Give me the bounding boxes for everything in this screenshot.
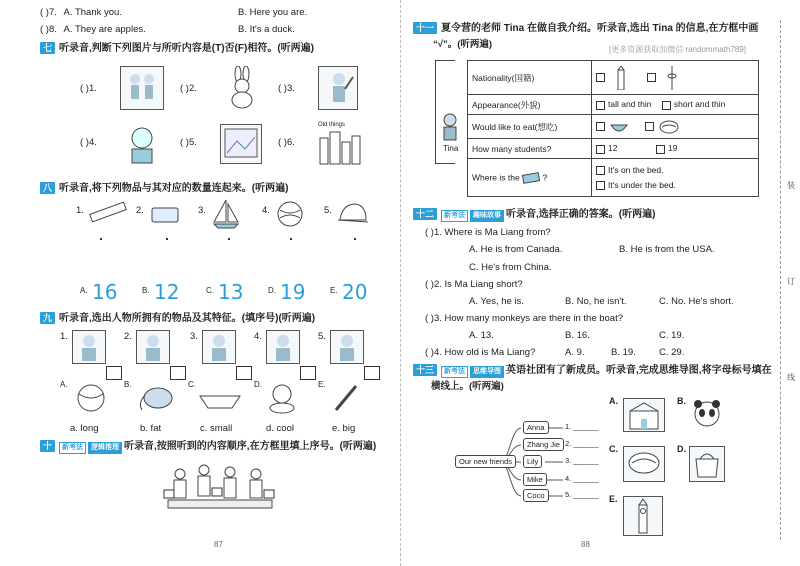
ruler-icon bbox=[88, 200, 128, 226]
section-9-badge: 九 bbox=[40, 312, 55, 324]
sec8-item-1: 1. bbox=[76, 205, 84, 216]
where-label-text: Where is the bbox=[472, 171, 520, 182]
rabbit-picture bbox=[222, 66, 262, 110]
r-q2-text: Is Ma Liang short? bbox=[444, 279, 523, 290]
kids-playing-picture bbox=[120, 66, 164, 110]
sec9-item-4: 4. bbox=[254, 331, 262, 342]
word-long: a. long bbox=[70, 423, 99, 434]
word-fat: b. fat bbox=[140, 423, 162, 434]
r-q1-option-a[interactable]: A. He is from Canada. bbox=[469, 244, 563, 255]
sec7-item-5[interactable]: ( )5. bbox=[180, 137, 197, 148]
number-a: 16 bbox=[92, 280, 118, 304]
q7-option-a[interactable]: A. Thank you. bbox=[63, 7, 122, 18]
clock-tower-picture bbox=[623, 496, 663, 536]
person-2-picture bbox=[136, 330, 170, 364]
mindmap-letter-d: D. bbox=[677, 444, 686, 454]
binding-char-2: 订 bbox=[787, 277, 795, 286]
dog-icon bbox=[264, 382, 300, 414]
sec9-answer-box-3[interactable] bbox=[236, 366, 252, 380]
where-question-mark: ? bbox=[542, 171, 548, 182]
tina-label: Tina bbox=[443, 144, 459, 153]
mindmap-name-lily: Lily bbox=[523, 455, 542, 468]
sec8-letter-a: A. bbox=[80, 286, 88, 295]
dot-3[interactable] bbox=[228, 238, 230, 240]
under-bed-label: It's under the bed. bbox=[608, 180, 676, 190]
question-7 bbox=[40, 6, 122, 19]
sec8-letter-e: E. bbox=[330, 286, 338, 295]
section-9-heading bbox=[40, 312, 315, 326]
students-12-label: 12 bbox=[608, 143, 618, 154]
r-q4-option-a[interactable]: A. 9. bbox=[565, 347, 585, 358]
sec7-item-3[interactable]: ( )3. bbox=[278, 83, 295, 94]
mindmap-center: Our new friends bbox=[455, 455, 516, 468]
r-q4-option-c[interactable]: C. 29. bbox=[659, 347, 685, 358]
r-q4-text: How old is Ma Liang? bbox=[444, 347, 536, 358]
nationality-label: Nationality(国籍) bbox=[468, 61, 592, 95]
mindmap-blank-2[interactable]: 2. ______ bbox=[565, 439, 599, 448]
section-8-heading bbox=[40, 182, 288, 196]
waving-boy-picture bbox=[318, 66, 358, 110]
section-13-title-cont: 横线上。(听两遍) bbox=[431, 381, 504, 392]
section-7-title: 听录音,判断下列图片与所听内容是(T)否(F)相符。(听两遍) bbox=[59, 43, 314, 54]
sec9-item-2: 2. bbox=[124, 331, 132, 342]
number-e: 20 bbox=[342, 280, 368, 304]
boy-portrait-picture bbox=[120, 122, 164, 166]
r-q2-option-a[interactable]: A. Yes, he is. bbox=[469, 296, 524, 307]
sec7-item-2[interactable]: ( )2. bbox=[180, 83, 197, 94]
mindmap-blank-1[interactable]: 1. ______ bbox=[565, 422, 599, 431]
sec7-item-1[interactable]: ( )1. bbox=[80, 83, 97, 94]
sailboat-icon bbox=[210, 198, 242, 230]
panda-icon bbox=[689, 396, 725, 432]
on-bed-label: It's on the bed. bbox=[608, 164, 664, 175]
sec7-item-6[interactable]: ( )6. bbox=[278, 137, 295, 148]
sec9-letter-c: C. bbox=[188, 380, 196, 389]
r-q3-option-c[interactable]: C. 19. bbox=[659, 330, 685, 341]
section-11-title-cont: “√”。(听两遍) bbox=[433, 39, 493, 50]
appearance-label: Appearance(外貌) bbox=[468, 95, 592, 115]
short-thin-label: short and thin bbox=[673, 99, 726, 110]
right-page bbox=[400, 0, 800, 566]
sec8-letter-d: D. bbox=[268, 286, 276, 295]
section-10-tag-1: 新考法 bbox=[59, 442, 86, 454]
q8-number: ( )8. bbox=[40, 24, 57, 35]
sec9-item-1: 1. bbox=[60, 331, 68, 342]
watermark-text: [更多资源获取加微信 randommath789] bbox=[609, 45, 746, 54]
q7-option-b[interactable]: B. Here you are. bbox=[238, 7, 308, 18]
sec8-letter-c: C. bbox=[206, 286, 214, 295]
section-9-title: 听录音,选出人物所拥有的物品及其特征。(填序号)(听两遍) bbox=[59, 313, 316, 324]
eraser-icon bbox=[148, 204, 184, 226]
sec9-letter-e: E. bbox=[318, 380, 326, 389]
section-13-title: 英语社团有了新成员。听录音,完成思维导图,将字母标号填在 bbox=[506, 365, 772, 376]
person-3-picture bbox=[202, 330, 236, 364]
sec9-item-5: 5. bbox=[318, 331, 326, 342]
right-page-number: 88 bbox=[581, 540, 590, 549]
boat-icon bbox=[198, 386, 242, 410]
bag-picture bbox=[689, 446, 725, 482]
tall-thin-label: tall and thin bbox=[608, 99, 652, 110]
section-11-badge: 十一 bbox=[413, 22, 437, 34]
mindmap-letter-a: A. bbox=[609, 396, 618, 406]
sec9-item-3: 3. bbox=[190, 331, 198, 342]
r-q3-number: ( )3. bbox=[425, 313, 442, 324]
r-q2-option-b[interactable]: B. No, he isn't. bbox=[565, 296, 627, 307]
sec7-item-4[interactable]: ( )4. bbox=[80, 137, 97, 148]
sec9-letter-d: D. bbox=[254, 380, 262, 389]
mindmap-name-mike: Mike bbox=[523, 473, 547, 486]
section-10-title: 听录音,按照听到的内容顺序,在方框里填上序号。(听两遍) bbox=[124, 441, 377, 452]
sec9-letter-b: B. bbox=[124, 380, 132, 389]
person-1-picture bbox=[72, 330, 106, 364]
painting-picture bbox=[220, 124, 262, 164]
section-13-tag-1: 新考法 bbox=[441, 366, 468, 378]
section-8-title: 听录音,将下列物品与其对应的数量连起来。(听两遍) bbox=[59, 183, 289, 194]
dot-4[interactable] bbox=[290, 238, 292, 240]
dot-5[interactable] bbox=[354, 238, 356, 240]
mindmap-blank-5[interactable]: 5. ______ bbox=[565, 490, 599, 499]
noodles-picture bbox=[623, 446, 665, 482]
building-picture bbox=[623, 398, 665, 432]
ball-icon bbox=[74, 382, 108, 414]
sec9-answer-box-4[interactable] bbox=[300, 366, 316, 380]
sec9-letter-a: A. bbox=[60, 380, 68, 389]
person-4-picture bbox=[266, 330, 300, 364]
dot-1[interactable] bbox=[100, 238, 102, 240]
r-q2-option-c[interactable]: C. No. He's short. bbox=[659, 296, 734, 307]
section-11-title: 夏令营的老师 Tina 在做自我介绍。听录音,选出 Tina 的信息,在方框中画 bbox=[441, 23, 759, 34]
section-7-heading bbox=[40, 42, 314, 56]
classroom-scene-picture bbox=[160, 460, 280, 518]
students-label: How many students? bbox=[468, 139, 592, 159]
sec8-item-5: 5. bbox=[324, 205, 332, 216]
section-13-badge: 十三 bbox=[413, 364, 437, 376]
mindmap-letter-e: E. bbox=[609, 494, 618, 504]
sec9-answer-box-1[interactable] bbox=[106, 366, 122, 380]
mindmap-letter-c: C. bbox=[609, 444, 618, 454]
dot-2[interactable] bbox=[166, 238, 168, 240]
r-q4-number: ( )4. bbox=[425, 347, 442, 358]
r-q1-text: Where is Ma Liang from? bbox=[444, 227, 551, 238]
r-q4-option-b[interactable]: B. 19. bbox=[611, 347, 636, 358]
section-7-badge: 七 bbox=[40, 42, 55, 54]
students-19-label: 19 bbox=[667, 143, 678, 154]
section-10-tag-2: 逻辑推理 bbox=[88, 442, 122, 454]
ball-icon bbox=[276, 200, 304, 228]
q7-number: ( )7. bbox=[40, 7, 57, 18]
sec9-answer-box-5[interactable] bbox=[364, 366, 380, 380]
section-12-badge: 十二 bbox=[413, 208, 437, 220]
r-q3-option-b[interactable]: B. 16. bbox=[565, 330, 590, 341]
sec9-answer-box-2[interactable] bbox=[170, 366, 186, 380]
sec8-item-3: 3. bbox=[198, 205, 206, 216]
eat-label: Would like to eat(想吃) bbox=[468, 115, 592, 139]
question-8 bbox=[40, 23, 146, 36]
old-things-label: Old things bbox=[318, 122, 346, 128]
mindmap-name-coco: Coco bbox=[523, 489, 549, 502]
number-c: 13 bbox=[218, 280, 244, 304]
sec8-letter-b: B. bbox=[142, 286, 150, 295]
r-q3-option-a[interactable]: A. 13. bbox=[469, 330, 494, 341]
number-b: 12 bbox=[154, 280, 180, 304]
section-12-title: 听录音,选择正确的答案。(听两遍) bbox=[506, 209, 656, 220]
binding-char-3: 线 bbox=[787, 373, 795, 382]
left-page-number: 87 bbox=[214, 540, 223, 549]
pen-icon bbox=[330, 382, 360, 414]
old-things-picture bbox=[318, 122, 362, 168]
mindmap-lines bbox=[401, 0, 800, 566]
binding-line bbox=[780, 20, 781, 540]
r-q1-option-b[interactable]: B. He is from the USA. bbox=[619, 244, 715, 255]
section-13-tag-2: 思维导图 bbox=[470, 366, 504, 378]
mindmap-letter-b: B. bbox=[677, 396, 686, 406]
section-10-heading bbox=[40, 440, 376, 454]
r-q3-text: How many monkeys are there in the boat? bbox=[444, 313, 624, 324]
section-12-tag-1: 新考法 bbox=[441, 210, 468, 222]
word-big: e. big bbox=[332, 423, 356, 434]
person-5-picture bbox=[330, 330, 364, 364]
q8-option-a[interactable]: A. They are apples. bbox=[63, 24, 146, 35]
r-q1-option-c[interactable]: C. He's from China. bbox=[469, 262, 552, 273]
q8-option-b[interactable]: B. It's a duck. bbox=[238, 24, 295, 35]
section-8-badge: 八 bbox=[40, 182, 55, 194]
r-q2-number: ( )2. bbox=[425, 279, 442, 290]
mindmap-blank-3[interactable]: 3. ______ bbox=[565, 456, 599, 465]
elephant-icon bbox=[136, 382, 176, 414]
mindmap-name-zhang-jie: Zhang Jie bbox=[523, 438, 564, 451]
section-12-tag-2: 趣味故事 bbox=[470, 210, 504, 222]
section-10-badge: 十 bbox=[40, 440, 55, 452]
sec8-item-4: 4. bbox=[262, 205, 270, 216]
word-cool: d. cool bbox=[266, 423, 294, 434]
cap-icon bbox=[336, 200, 370, 228]
word-small: c. small bbox=[200, 423, 233, 434]
binding-char-1: 装 bbox=[787, 181, 795, 190]
mindmap-name-anna: Anna bbox=[523, 421, 549, 434]
number-d: 19 bbox=[280, 280, 306, 304]
r-q1-number: ( )1. bbox=[425, 227, 442, 238]
mindmap-blank-4[interactable]: 4. ______ bbox=[565, 474, 599, 483]
sec8-item-2: 2. bbox=[136, 205, 144, 216]
